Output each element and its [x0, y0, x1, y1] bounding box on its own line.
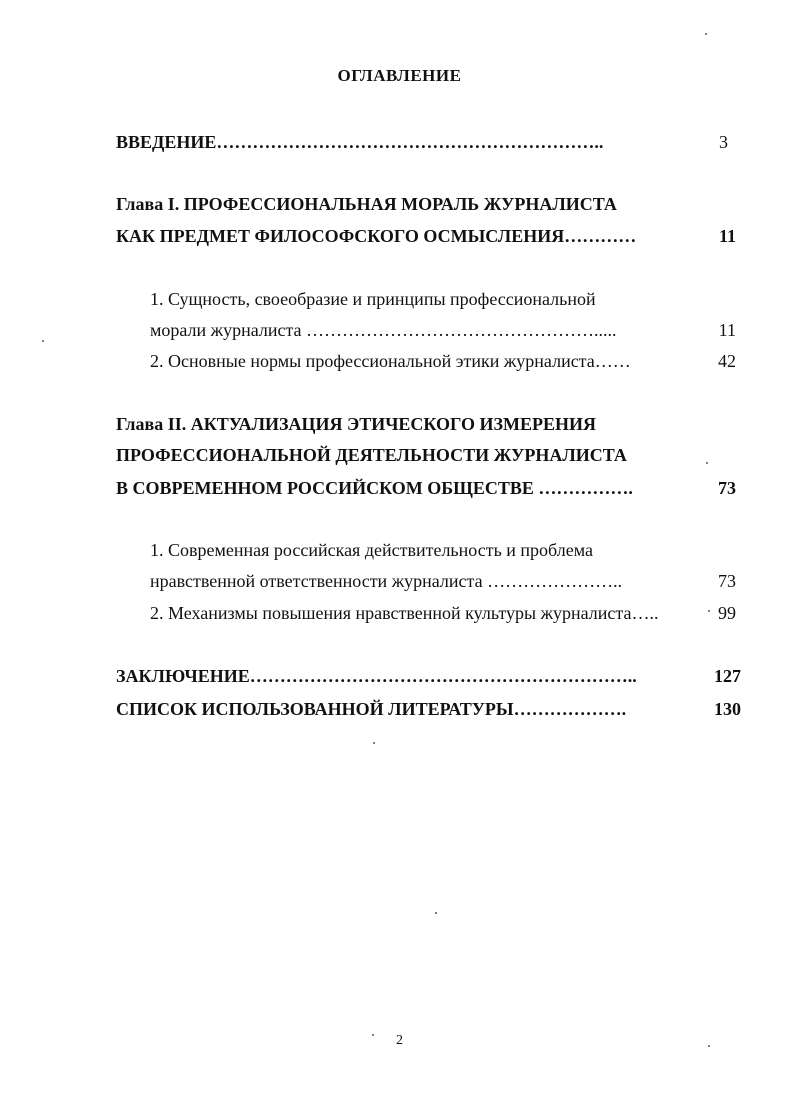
- page-title: ОГЛАВЛЕНИЕ: [337, 66, 462, 85]
- scan-speck: [372, 1034, 374, 1036]
- toc-ch1-line2: КАК ПРЕДМЕТ ФИЛОСОФСКОГО ОСМЫСЛЕНИЯ…………: [116, 226, 637, 246]
- toc-ch2-line2: ПРОФЕССИОНАЛЬНОЙ ДЕЯТЕЛЬНОСТИ ЖУРНАЛИСТА: [116, 445, 627, 465]
- scan-speck: [708, 610, 710, 612]
- toc-ch2-s1-page: 73: [718, 571, 736, 591]
- toc-intro-page: 3: [719, 132, 728, 152]
- toc-ch1-s1-line1: 1. Сущность, своеобразие и принципы профессиональной: [150, 289, 596, 309]
- toc-ch2-line3: В СОВРЕМЕННОМ РОССИЙСКОМ ОБЩЕСТВЕ …………….: [116, 478, 633, 498]
- scan-speck: [706, 462, 708, 464]
- toc-ch2-line1: Глава II. АКТУАЛИЗАЦИЯ ЭТИЧЕСКОГО ИЗМЕРЕНИЯ: [116, 414, 597, 434]
- toc-bibliography-label: СПИСОК ИСПОЛЬЗОВАННОЙ ЛИТЕРАТУРЫ……………….: [116, 699, 627, 719]
- toc-conclusion-page: 127: [714, 666, 741, 686]
- toc-ch2-s2-page: 99: [718, 603, 736, 623]
- toc-ch1-s2-label: 2. Основные нормы профессиональной этики журналиста……: [150, 351, 631, 371]
- scan-speck: [705, 33, 707, 35]
- toc-bibliography-page: 130: [714, 699, 741, 719]
- toc-ch2-s2-label: 2. Механизмы повышения нравственной культуры журналиста…..: [150, 603, 659, 623]
- toc-ch1-s2-page: 42: [718, 351, 736, 371]
- toc-ch2-page: 73: [718, 478, 736, 498]
- toc-ch2-s1-line2: нравственной ответственности журналиста …………………..: [150, 571, 623, 591]
- toc-ch1-line1: Глава I. ПРОФЕССИОНАЛЬНАЯ МОРАЛЬ ЖУРНАЛИСТА: [116, 194, 617, 214]
- scan-speck: [42, 340, 44, 342]
- toc-conclusion-label: ЗАКЛЮЧЕНИЕ………………………………………………………..: [116, 666, 637, 686]
- scan-speck: [708, 1045, 710, 1047]
- scan-speck: [435, 912, 437, 914]
- toc-ch1-s1-line2: морали журналиста ………………………………………….....: [150, 320, 617, 340]
- page-number: 2: [396, 1033, 403, 1048]
- toc-ch1-page: 11: [718, 226, 736, 246]
- toc-ch1-s1-page: 11: [718, 320, 736, 340]
- scan-speck: [373, 742, 375, 744]
- toc-intro-label: ВВЕДЕНИЕ………………………………………………………..: [116, 132, 604, 152]
- toc-ch2-s1-line1: 1. Современная российская действительность и проблема: [150, 540, 593, 560]
